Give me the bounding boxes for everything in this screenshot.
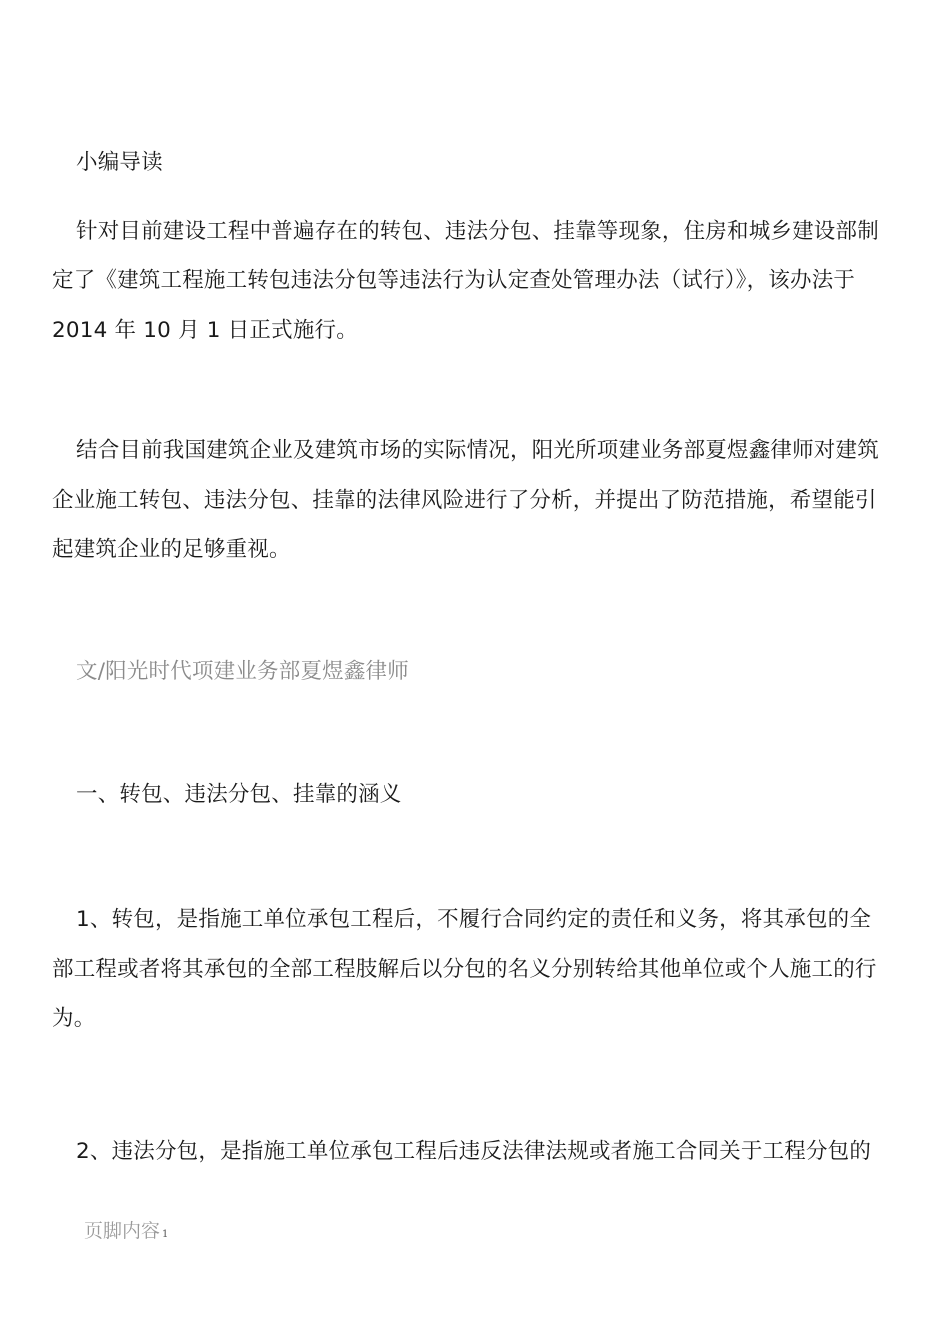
item1-line: 部工程或者将其承包的全部工程肢解后以分包的名义分别转给其他单位或个人施工的行 (52, 957, 877, 982)
intro-paragraph-line: 针对目前建设工程中普遍存在的转包、违法分包、挂靠等现象，住房和城乡建设部制 (76, 219, 879, 244)
item1-line: 为。 (52, 1006, 96, 1031)
editor-intro-heading: 小编导读 (76, 150, 163, 175)
footer-label: 页脚内容 (84, 1220, 161, 1242)
item2-line: 2、违法分包，是指施工单位承包工程后违反法律法规或者施工合同关于工程分包的 (76, 1139, 872, 1164)
context-paragraph-line: 结合目前我国建筑企业及建筑市场的实际情况，阳光所项建业务部夏煜鑫律师对建筑 (76, 438, 879, 463)
intro-paragraph-line: 定了《建筑工程施工转包违法分包等违法行为认定查处管理办法（试行）》，该办法于 (52, 268, 856, 293)
item1-line: 1、转包，是指施工单位承包工程后，不履行合同约定的责任和义务，将其承包的全 (76, 907, 872, 932)
page-footer (84, 1216, 168, 1250)
page-number: 1 (162, 1229, 169, 1240)
context-paragraph-line: 企业施工转包、违法分包、挂靠的法律风险进行了分析，并提出了防范措施，希望能引 (52, 488, 877, 513)
intro-paragraph-line: 2014 年 10 月 1 日正式施行。 (52, 318, 358, 343)
context-paragraph-line: 起建筑企业的足够重视。 (52, 537, 291, 562)
author-byline: 文/阳光时代项建业务部夏煜鑫律师 (76, 659, 409, 684)
section-heading: 一、转包、违法分包、挂靠的涵义 (76, 782, 402, 807)
